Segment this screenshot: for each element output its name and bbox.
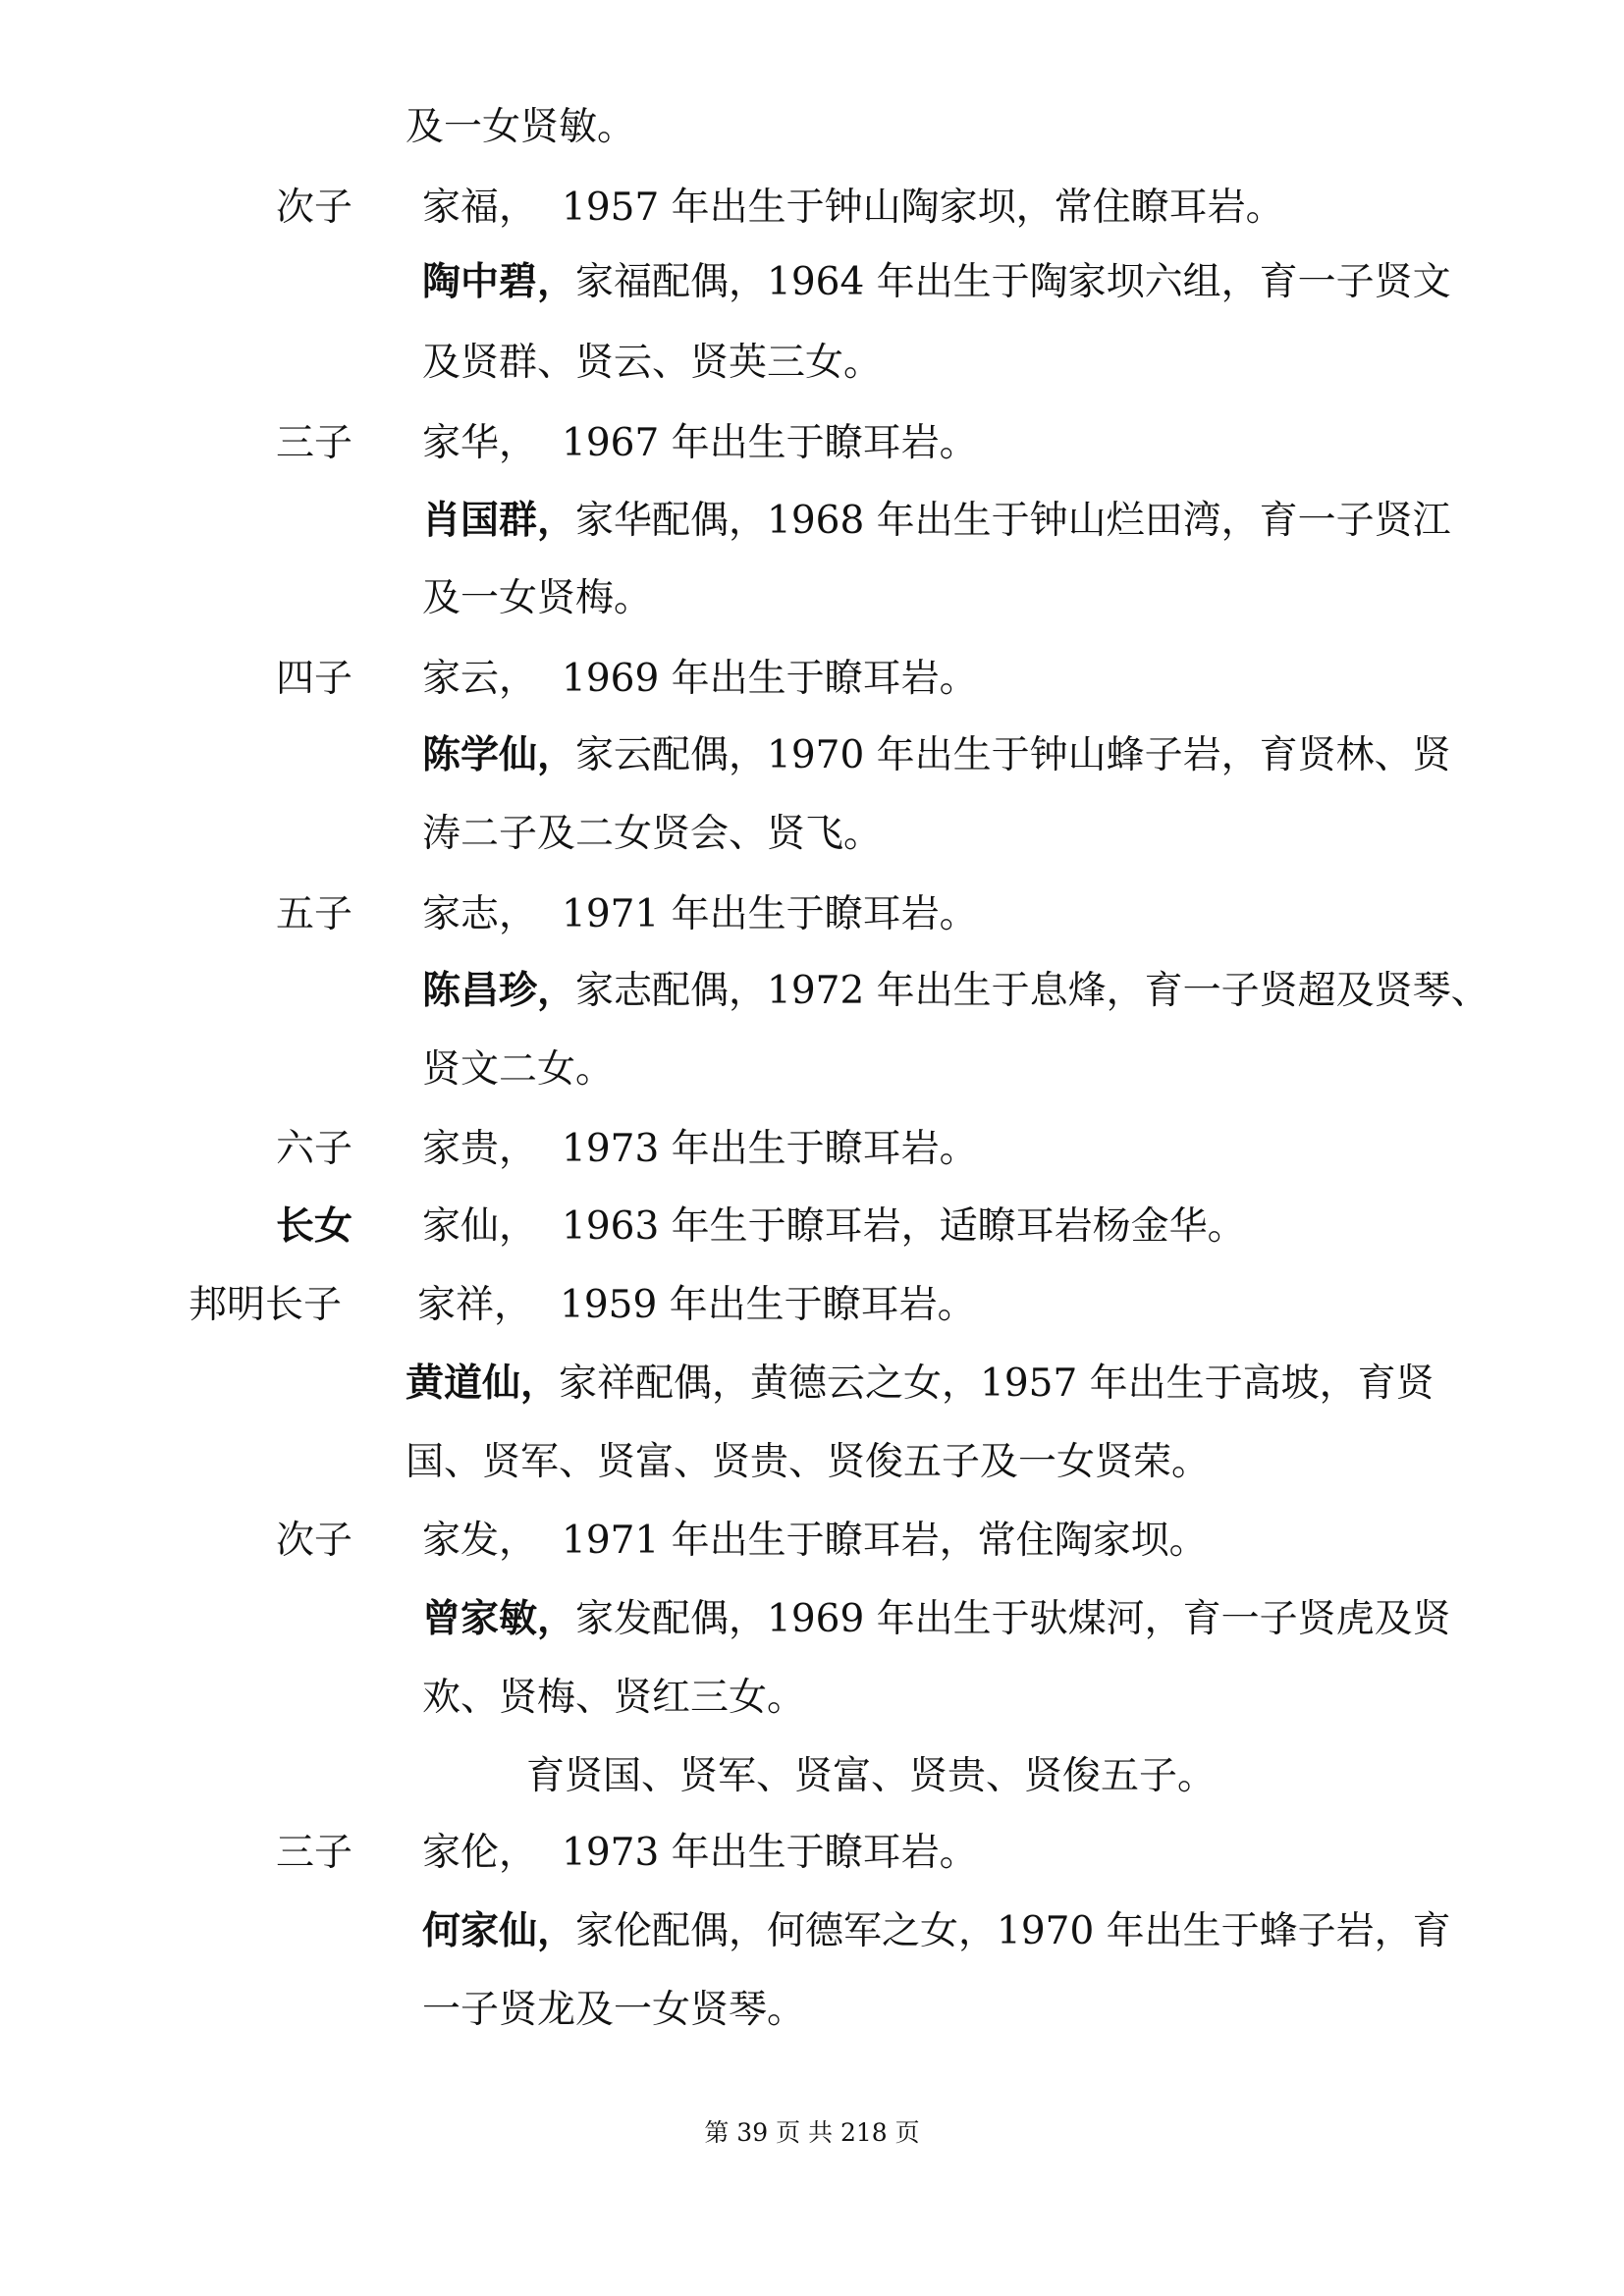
text-line: 涛二子及二女贤会、贤飞。 [422, 812, 883, 856]
entry-role: 五子 [276, 892, 353, 936]
entry-name: 家贵， [422, 1127, 538, 1171]
spouse-name: 肖国群， [422, 498, 576, 543]
spouse-text: 家伦配偶，何德军之女，1970 年出生于蜂子岩，育 [575, 1909, 1451, 1953]
entry-text: 1973 年出生于瞭耳岩。 [562, 1831, 978, 1875]
entry-name: 家祥， [417, 1283, 533, 1327]
entry-text: 1963 年生于瞭耳岩，适瞭耳岩杨金华。 [562, 1204, 1246, 1249]
entry-name: 家仙， [422, 1204, 538, 1249]
entry-text: 1967 年出生于瞭耳岩。 [562, 421, 978, 465]
spouse-line [406, 1361, 1435, 1406]
entry-name: 家华， [422, 421, 538, 465]
spouse-text: 家福配偶，1964 年出生于陶家坝六组，育一子贤文 [575, 260, 1451, 304]
spouse-name: 陈学仙， [422, 732, 576, 777]
note-line: 育贤国、贤军、贤富、贤贵、贤俊五子。 [526, 1754, 1217, 1798]
spouse-line [422, 1908, 1451, 1953]
entry-name: 家志， [422, 892, 538, 936]
entry-text: 1959 年出生于瞭耳岩。 [560, 1283, 976, 1327]
entry-role: 六子 [276, 1127, 353, 1171]
spouse-text: 家祥配偶，黄德云之女，1957 年出生于高坡，育贤 [559, 1362, 1435, 1406]
spouse-name: 曾家敏， [422, 1596, 576, 1641]
spouse-text: 家云配偶，1970 年出生于钟山蜂子岩，育贤林、贤 [575, 733, 1451, 777]
spouse-line [422, 498, 1451, 543]
spouse-line [422, 968, 1489, 1013]
spouse-text: 家发配偶，1969 年出生于驮煤河，育一子贤虎及贤 [575, 1597, 1451, 1641]
spouse-name: 何家仙， [422, 1908, 576, 1953]
entry-text: 1957 年出生于钟山陶家坝，常住瞭耳岩。 [562, 186, 1284, 230]
spouse-text: 家华配偶，1968 年出生于钟山烂田湾，育一子贤江 [575, 499, 1451, 543]
entry-name: 家福， [422, 186, 538, 230]
text-line: 一子贤龙及一女贤琴。 [422, 1988, 806, 2032]
text-line: 国、贤军、贤富、贤贵、贤俊五子及一女贤荣。 [406, 1440, 1211, 1484]
text-line: 贤文二女。 [422, 1047, 615, 1092]
entry-name: 家云， [422, 657, 538, 701]
entry-role: 四子 [276, 657, 353, 701]
text-line: 及一女贤敏。 [406, 105, 636, 149]
spouse-line [422, 259, 1451, 304]
entry-role: 次子 [276, 1519, 353, 1563]
page-footer: 第 39 页 共 218 页 [704, 2118, 920, 2147]
entry-text: 1971 年出生于瞭耳岩，常住陶家坝。 [562, 1519, 1208, 1563]
entry-role: 邦明长子 [189, 1283, 343, 1327]
spouse-name: 陶中碧， [422, 259, 576, 304]
entry-name: 家发， [422, 1519, 538, 1563]
text-line: 及一女贤梅。 [422, 576, 653, 620]
entry-text: 1969 年出生于瞭耳岩。 [562, 657, 978, 701]
spouse-name: 黄道仙， [406, 1361, 560, 1406]
entry-role: 次子 [276, 186, 353, 230]
spouse-text: 家志配偶，1972 年出生于息烽，育一子贤超及贤琴、 [575, 969, 1489, 1013]
entry-role: 三子 [276, 421, 353, 465]
entry-text: 1971 年出生于瞭耳岩。 [562, 892, 978, 936]
entry-role: 长女 [276, 1203, 353, 1249]
text-line: 欢、贤梅、贤红三女。 [422, 1676, 806, 1720]
spouse-line [422, 1596, 1451, 1641]
spouse-line [422, 732, 1451, 777]
entry-role: 三子 [276, 1831, 353, 1875]
entry-text: 1973 年出生于瞭耳岩。 [562, 1127, 978, 1171]
text-line: 及贤群、贤云、贤英三女。 [422, 341, 883, 385]
spouse-name: 陈昌珍， [422, 968, 576, 1013]
entry-name: 家伦， [422, 1831, 538, 1875]
